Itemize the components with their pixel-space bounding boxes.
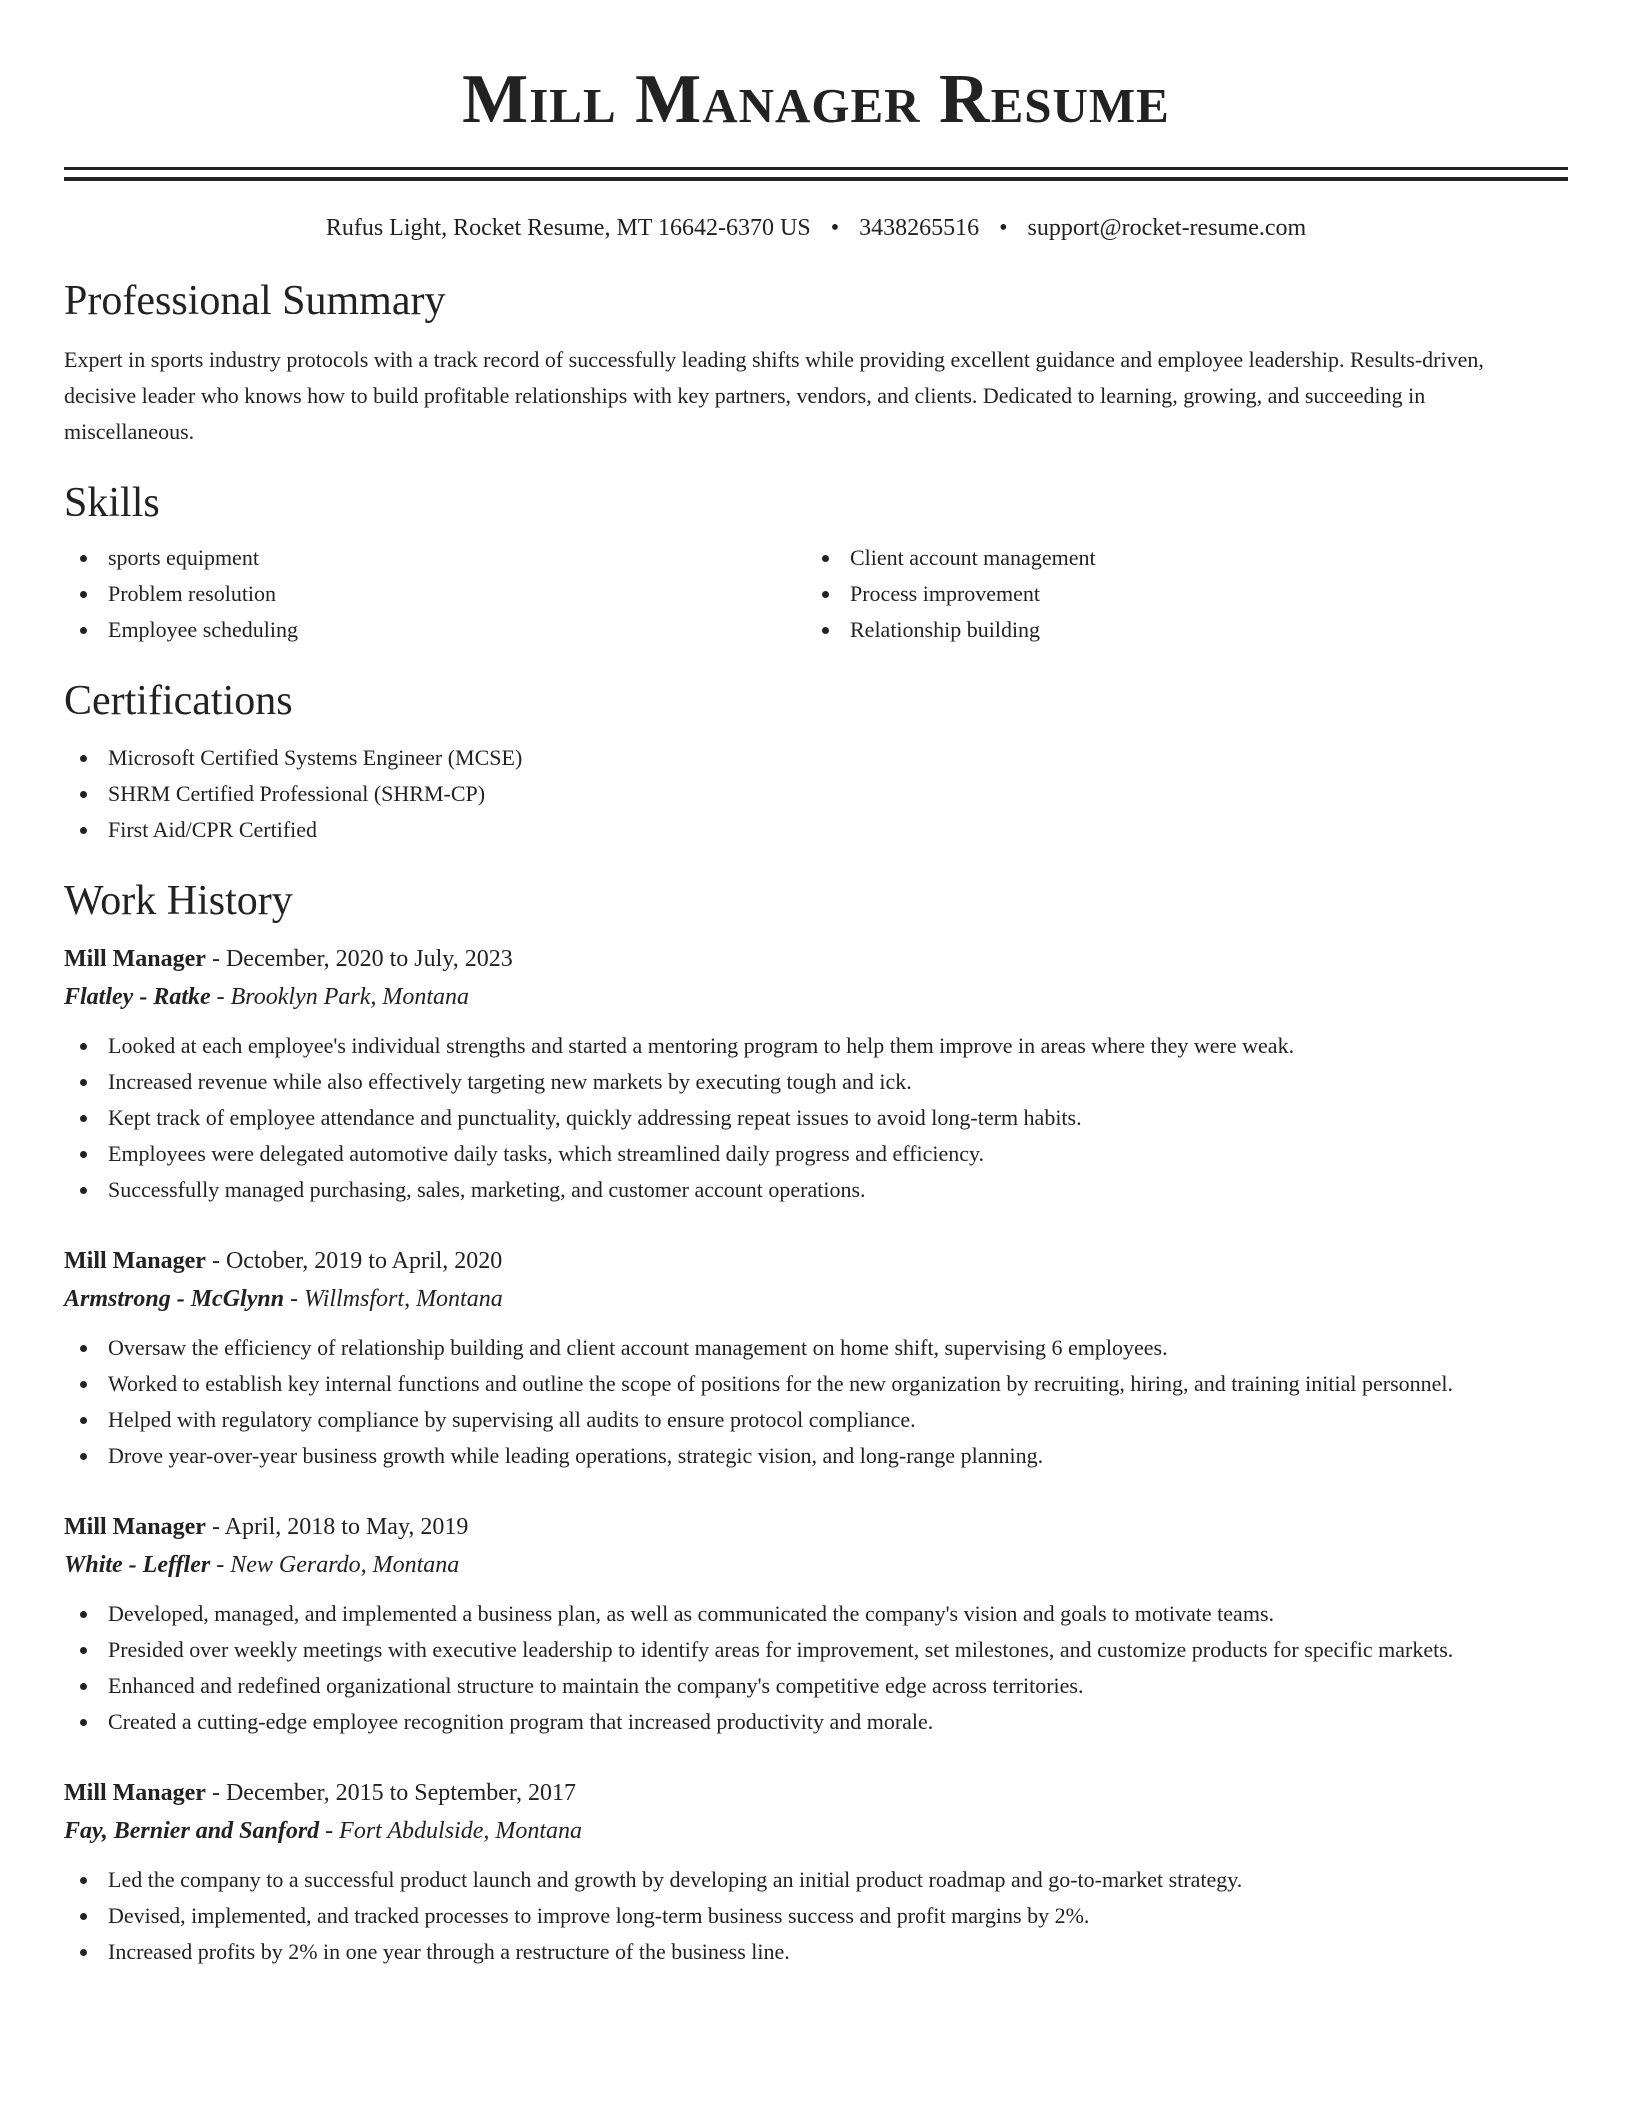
job-title-line [64, 1242, 1568, 1280]
job-title-line [64, 1508, 1568, 1546]
job-location: New Gerardo, Montana [230, 1552, 460, 1578]
skill-label: Problem resolution [108, 581, 277, 606]
bullet-icon [80, 555, 87, 562]
list-item [64, 576, 806, 612]
job-bullet-text: Looked at each employee's individual strengths and started a mentoring program to help them improve in areas where they were weak. [108, 1033, 1295, 1058]
resume-title: Mill Manager Resume [462, 61, 1170, 138]
skills-column-right [806, 540, 1548, 648]
list-item [64, 612, 806, 648]
job-dash: - [290, 1286, 305, 1312]
bullet-icon [822, 627, 829, 634]
skills-grid [64, 540, 1568, 648]
contact-line [64, 212, 1568, 244]
skill-label: sports equipment [108, 545, 259, 570]
job-location: Brooklyn Park, Montana [230, 984, 470, 1010]
job-bullet-text: Increased revenue while also effectively targeting new markets by executing tough and ick. [108, 1069, 912, 1094]
bullet-icon [80, 1115, 87, 1122]
job-dates: April, 2018 to May, 2019 [224, 1514, 469, 1540]
bullet-icon [822, 591, 829, 598]
list-item [64, 1668, 1568, 1704]
list-item [64, 1028, 1568, 1064]
job-dash: - [211, 1780, 226, 1806]
list-item [64, 1366, 1568, 1402]
job-bullet-text: Kept track of employee attendance and punctuality, quickly addressing repeat issues to avoid long-term habits. [108, 1105, 1082, 1130]
job-dash: - [211, 1248, 226, 1274]
list-item [806, 540, 1548, 576]
bullet-icon [80, 591, 87, 598]
certification-label: SHRM Certified Professional (SHRM-CP) [108, 781, 486, 806]
bullet-icon [80, 1683, 87, 1690]
list-item [64, 776, 1568, 812]
list-item [64, 1064, 1568, 1100]
job-company: Fay, Bernier and Sanford [64, 1818, 320, 1844]
resume-page [64, 0, 1568, 1970]
title-divider-bottom [64, 177, 1568, 181]
list-item [64, 812, 1568, 848]
job-role: Mill Manager [64, 946, 206, 972]
job-bullets [64, 1596, 1568, 1740]
skills-list-left [64, 540, 806, 648]
contact-address: Rufus Light, Rocket Resume, MT 16642-6370 US [325, 215, 811, 241]
job-bullet-text: Drove year-over-year business growth while leading operations, strategic vision, and long-range planning. [108, 1443, 1044, 1468]
bullet-icon [80, 1187, 87, 1194]
job-bullet-text: Led the company to a successful product launch and growth by developing an initial product roadmap and go-to-market strategy. [108, 1867, 1243, 1892]
list-item [806, 612, 1548, 648]
summary-text: Expert in sports industry protocols with a track record of successfully leading shifts while providing excellent guidance and employee leadership. Results-driven, decisive leader who knows how to build profitable relationships with key partners, vendors, and clients. Dedicated to learning, growing, and succeeding in miscellaneous. [64, 347, 1484, 444]
job-bullet-text: Created a cutting-edge employee recognition program that increased productivity and morale. [108, 1709, 934, 1734]
contact-email: support@rocket-resume.com [1027, 215, 1307, 241]
list-item [64, 1172, 1568, 1208]
skills-section [64, 478, 1568, 648]
job-company-line [64, 1812, 1568, 1850]
bullet-icon [80, 1417, 87, 1424]
job-dash: - [211, 946, 226, 972]
list-item [64, 1704, 1568, 1740]
job-bullets [64, 1028, 1568, 1208]
bullet-icon [80, 1043, 87, 1050]
job-dash: - [211, 1514, 225, 1540]
bullet-icon [80, 1877, 87, 1884]
job-dash: - [325, 1818, 340, 1844]
job-bullet-text: Worked to establish key internal functions and outline the scope of positions for the new organization by recruiting, hiring, and training initial personnel. [108, 1371, 1454, 1396]
job-role: Mill Manager [64, 1248, 206, 1274]
work-history-section [64, 876, 1568, 1970]
bullet-icon [80, 827, 87, 834]
work-history-heading: Work History [64, 878, 293, 924]
job-company-line [64, 1546, 1568, 1584]
list-item [64, 1438, 1568, 1474]
job-entry [64, 940, 1568, 1208]
bullet-icon [80, 1151, 87, 1158]
job-bullet-text: Employees were delegated automotive daily tasks, which streamlined daily progress and efficiency. [108, 1141, 985, 1166]
job-bullet-text: Successfully managed purchasing, sales, marketing, and customer account operations. [108, 1177, 866, 1202]
contact-phone: 3438265516 [859, 215, 980, 241]
job-role: Mill Manager [64, 1780, 206, 1806]
skills-heading: Skills [64, 480, 160, 526]
certification-label: Microsoft Certified Systems Engineer (MCSE) [108, 745, 523, 770]
bullet-icon [80, 1913, 87, 1920]
list-item [64, 1100, 1568, 1136]
skill-label: Client account management [850, 545, 1096, 570]
list-item [64, 1898, 1568, 1934]
skill-label: Relationship building [850, 617, 1041, 642]
bullet-icon [80, 1647, 87, 1654]
job-bullet-text: Presided over weekly meetings with executive leadership to identify areas for improvement, set milestones, and customize products for specific markets. [108, 1637, 1454, 1662]
job-entry [64, 1774, 1568, 1970]
job-company-line [64, 978, 1568, 1016]
job-dates: October, 2019 to April, 2020 [225, 1248, 503, 1274]
list-item [64, 740, 1568, 776]
job-location: Willmsfort, Montana [304, 1286, 503, 1312]
bullet-icon [80, 627, 87, 634]
list-item [806, 576, 1548, 612]
bullet-icon [80, 791, 87, 798]
certifications-section [64, 676, 1568, 848]
summary-section [64, 276, 1568, 450]
job-dash: - [216, 1552, 231, 1578]
job-company: White - Leffler [64, 1552, 211, 1578]
bullet-icon [80, 1381, 87, 1388]
job-bullet-text: Increased profits by 2% in one year through a restructure of the business line. [108, 1939, 790, 1964]
title-divider-top [64, 167, 1568, 173]
job-bullet-text: Devised, implemented, and tracked processes to improve long-term business success and profit margins by 2%. [108, 1903, 1090, 1928]
list-item [64, 1596, 1568, 1632]
job-title-line [64, 1774, 1568, 1812]
list-item [64, 1632, 1568, 1668]
bullet-icon [80, 1453, 87, 1460]
job-entry [64, 1242, 1568, 1474]
job-bullets [64, 1330, 1568, 1474]
certifications-heading: Certifications [64, 678, 293, 724]
job-entry [64, 1508, 1568, 1740]
job-company-line [64, 1280, 1568, 1318]
bullet-icon [80, 1611, 87, 1618]
bullet-icon [80, 1719, 87, 1726]
job-company: Flatley - Ratke [64, 984, 211, 1010]
bullet-icon [80, 1345, 87, 1352]
job-role: Mill Manager [64, 1514, 206, 1540]
list-item [64, 1402, 1568, 1438]
job-title-line [64, 940, 1568, 978]
contact-separator: • [999, 215, 1008, 241]
skills-column-left [64, 540, 806, 648]
skill-label: Employee scheduling [108, 617, 299, 642]
bullet-icon [80, 1949, 87, 1956]
job-bullet-text: Enhanced and redefined organizational structure to maintain the company's competitive edge across territories. [108, 1673, 1084, 1698]
bullet-icon [80, 1079, 87, 1086]
job-dates: December, 2015 to September, 2017 [225, 1780, 576, 1806]
job-dates: December, 2020 to July, 2023 [225, 946, 513, 972]
list-item [64, 540, 806, 576]
certification-label: First Aid/CPR Certified [108, 817, 318, 842]
skills-list-right [806, 540, 1548, 648]
job-location: Fort Abdulside, Montana [339, 1818, 583, 1844]
job-bullet-text: Helped with regulatory compliance by supervising all audits to ensure protocol compliance. [108, 1407, 916, 1432]
job-bullets [64, 1862, 1568, 1970]
bullet-icon [822, 555, 829, 562]
certifications-list [64, 740, 1568, 848]
contact-separator: • [830, 215, 840, 241]
summary-heading: Professional Summary [64, 278, 446, 324]
job-bullet-text: Developed, managed, and implemented a business plan, as well as communicated the company's vision and goals to motivate teams. [108, 1601, 1274, 1626]
skill-label: Process improvement [850, 581, 1041, 606]
list-item [64, 1330, 1568, 1366]
job-bullet-text: Oversaw the efficiency of relationship building and client account management on home shift, supervising 6 employees. [108, 1335, 1168, 1360]
list-item [64, 1136, 1568, 1172]
list-item [64, 1862, 1568, 1898]
list-item [64, 1934, 1568, 1970]
job-company: Armstrong - McGlynn [64, 1286, 285, 1312]
bullet-icon [80, 755, 87, 762]
job-dash: - [216, 984, 231, 1010]
